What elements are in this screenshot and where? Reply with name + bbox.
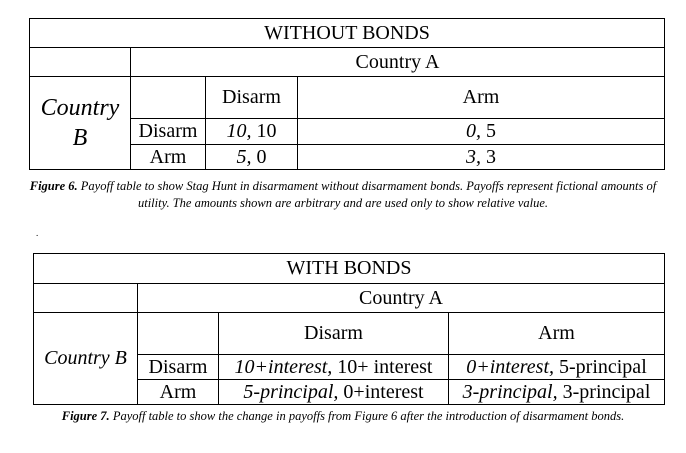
- payoff-b: 10+ interest: [337, 355, 433, 378]
- country-a-header: Country A: [138, 284, 665, 313]
- payoff-a: 0: [466, 120, 476, 142]
- payoff-separator: ,: [476, 145, 486, 168]
- payoff-separator: ,: [246, 120, 257, 142]
- payoff-separator: ,: [327, 355, 338, 378]
- col-header-arm: Arm: [298, 77, 665, 119]
- empty-header-cell: [138, 313, 219, 355]
- payoff-disarm-arm: [298, 119, 665, 145]
- payoff-a: 3: [466, 145, 476, 168]
- payoff-arm-disarm: [206, 145, 298, 170]
- empty-corner-cell: [30, 48, 131, 77]
- row-header-disarm: Disarm: [131, 119, 206, 145]
- payoff-a: 3-principal: [462, 380, 553, 403]
- payoff-a: 10: [226, 120, 247, 142]
- caption-text: Payoff table to show the change in payoffs from Figure 6 after the introduction of disarmament bonds.: [109, 409, 625, 423]
- payoff-arm-disarm: [219, 380, 449, 405]
- payoff-disarm-disarm: [219, 355, 449, 380]
- empty-header-cell: [131, 77, 206, 119]
- payoff-table-with-bonds: [33, 253, 665, 405]
- payoff-b: 5: [486, 120, 496, 142]
- payoff-separator: ,: [476, 120, 486, 142]
- payoff-arm-arm: [449, 380, 665, 405]
- payoff-separator: ,: [549, 355, 559, 378]
- payoff-a: 0+interest: [466, 355, 549, 378]
- payoff-arm-arm: [298, 145, 665, 170]
- payoff-b: 0: [256, 145, 267, 168]
- col-header-disarm: Disarm: [206, 77, 298, 119]
- row-header-disarm: Disarm: [138, 355, 219, 380]
- table-title: WITH BONDS: [34, 254, 665, 284]
- country-b-header: [30, 77, 131, 170]
- caption-text: Payoff table to show Stag Hunt in disarmament without disarmament bonds. Payoffs represent fictional amounts of utility. The amounts shown are arbitrary and are used only to show relative value.: [77, 179, 657, 210]
- row-header-arm: Arm: [138, 380, 219, 405]
- payoff-b: 10: [256, 120, 277, 142]
- separator-dot: .: [36, 228, 39, 238]
- payoff-b: 5-principal: [559, 355, 647, 378]
- col-header-disarm: Disarm: [219, 313, 449, 355]
- col-header-arm: Arm: [449, 313, 665, 355]
- figure-7-caption: [20, 408, 666, 425]
- payoff-table-without-bonds: [29, 18, 665, 170]
- caption-label: Figure 6.: [29, 179, 78, 193]
- payoff-separator: ,: [333, 380, 344, 403]
- country-b-label-line2: B: [72, 125, 88, 151]
- payoff-separator: ,: [552, 380, 563, 403]
- country-a-header: Country A: [131, 48, 665, 77]
- country-b-label-line1: Country: [40, 95, 120, 121]
- payoff-b: 3: [486, 145, 496, 168]
- payoff-b: 0+interest: [343, 380, 424, 403]
- empty-corner-cell: [34, 284, 138, 313]
- table-title: WITHOUT BONDS: [30, 19, 665, 48]
- country-b-header: Country B: [34, 313, 138, 405]
- payoff-a: 5: [236, 145, 247, 168]
- payoff-disarm-disarm: [206, 119, 298, 145]
- caption-label: Figure 7.: [61, 409, 110, 423]
- payoff-b: 3-principal: [562, 380, 651, 403]
- payoff-a: 10+interest: [234, 355, 328, 378]
- figure-6-caption: [20, 178, 666, 212]
- row-header-arm: Arm: [131, 145, 206, 170]
- payoff-a: 5-principal: [243, 380, 334, 403]
- payoff-separator: ,: [246, 145, 257, 168]
- payoff-disarm-arm: [449, 355, 665, 380]
